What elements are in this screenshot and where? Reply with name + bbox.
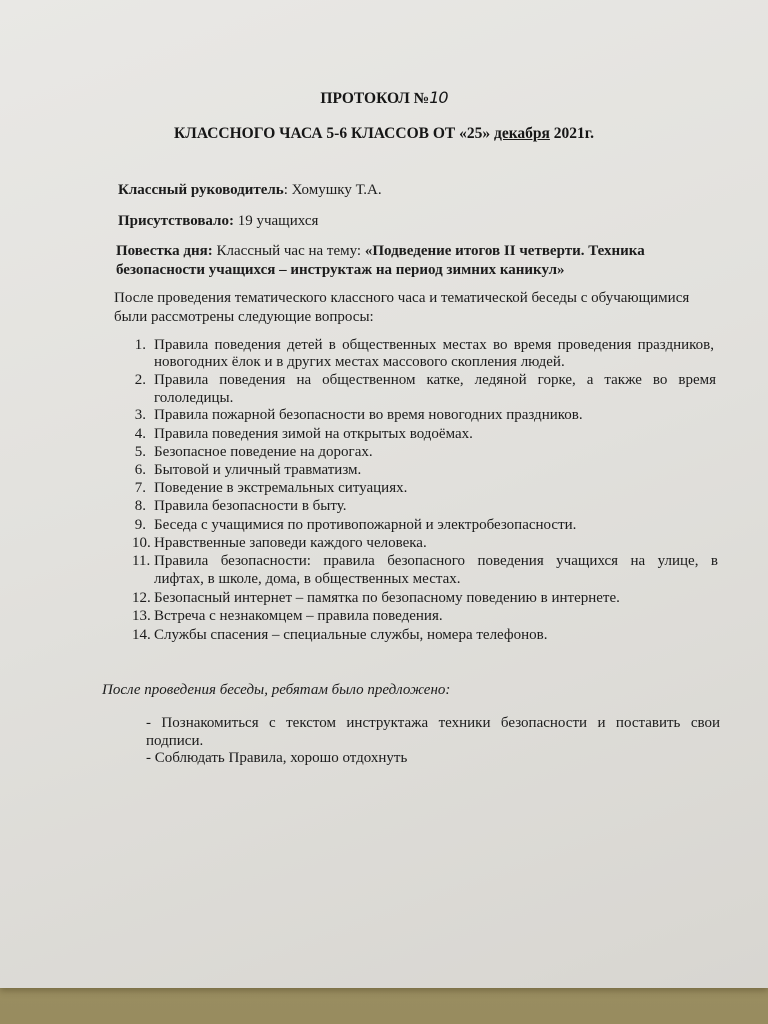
subtitle-prefix: КЛАССНОГО ЧАСА 5-6 КЛАССОВ ОТ «25» xyxy=(174,125,494,142)
list-item-number: 12. xyxy=(132,590,151,606)
title-prefix: ПРОТОКОЛ № xyxy=(320,90,430,107)
list-item-number: 2. xyxy=(134,372,146,388)
subtitle-month: декабря xyxy=(493,125,550,142)
agenda-topic-line1: «Подведение итогов II четверти. Техника xyxy=(364,243,645,259)
intro-line2: были рассмотрены следующие вопросы: xyxy=(114,309,374,325)
list-item: Бытовой и уличный травматизм. xyxy=(154,462,362,478)
agenda-label: Повестка дня: xyxy=(116,243,213,259)
agenda-value: Классный час на тему: xyxy=(212,243,365,259)
list-item: Правила пожарной безопасности во время новогодних праздников. xyxy=(154,407,583,423)
handwritten-protocol-number: 10 xyxy=(429,88,448,107)
list-item: Безопасное поведение на дорогах. xyxy=(154,444,373,460)
agenda-line xyxy=(116,243,645,260)
list-item-number: 13. xyxy=(132,608,151,624)
list-item: Безопасный интернет – памятка по безопасному поведению в интернете. xyxy=(154,590,620,606)
teacher-label: Классный руководитель xyxy=(118,182,284,198)
list-item-number: 7. xyxy=(134,480,146,496)
list-item-number: 4. xyxy=(134,426,146,442)
list-item-number: 11. xyxy=(132,553,151,569)
agenda-topic-text: безопасности учащихся – инструктаж на период зимних каникул» xyxy=(116,262,565,278)
list-item: Поведение в экстремальных ситуациях. xyxy=(154,480,408,496)
conclusion-point2: - Соблюдать Правила, хорошо отдохнуть xyxy=(146,750,408,766)
document-title xyxy=(0,88,768,108)
list-item: Беседа с учащимися по противопожарной и электробезопасности. xyxy=(154,517,577,533)
list-item-number: 9. xyxy=(134,517,146,533)
list-item-number: 3. xyxy=(134,407,146,423)
attended-line xyxy=(118,213,318,230)
list-item: Встреча с незнакомцем – правила поведения. xyxy=(154,608,443,624)
list-item: Правила безопасности: правила безопасного поведения учащихся на улице, в xyxy=(154,553,718,569)
list-item: Службы спасения – специальные службы, номера телефонов. xyxy=(154,627,548,643)
list-item-number: 6. xyxy=(134,462,146,478)
list-item-number: 5. xyxy=(134,444,146,460)
list-item-number: 1. xyxy=(134,337,146,353)
list-item: Нравственные заповеди каждого человека. xyxy=(154,535,427,551)
teacher-line xyxy=(118,182,382,199)
attended-label: Присутствовало: xyxy=(118,213,234,229)
list-item: новогодних ёлок и в других местах массового скопления людей. xyxy=(154,354,565,370)
list-item: Правила поведения зимой на открытых водоёмах. xyxy=(154,426,473,442)
list-item-number: 8. xyxy=(134,498,146,514)
conclusion-heading: После проведения беседы, ребятам было предложено: xyxy=(102,682,451,698)
subtitle-year: 2021г. xyxy=(549,125,594,142)
conclusion-point1-line1: - Познакомиться с текстом инструктажа техники безопасности и поставить свои xyxy=(146,715,720,731)
list-item-number: 14. xyxy=(132,627,151,643)
list-item: гололедицы. xyxy=(154,390,234,406)
attended-value: 19 учащихся xyxy=(233,213,319,229)
list-item: Правила поведения детей в общественных местах во время проведения праздников, xyxy=(154,337,714,353)
list-item: Правила поведения на общественном катке, ледяной горке, а также во время xyxy=(154,372,716,388)
teacher-value: : Хомушку Т.А. xyxy=(283,182,382,198)
list-item: Правила безопасности в быту. xyxy=(154,498,347,514)
list-item-number: 10. xyxy=(132,535,151,551)
list-item: лифтах, в школе, дома, в общественных местах. xyxy=(154,571,461,587)
intro-line1: После проведения тематического классного часа и тематической беседы с обучающимися xyxy=(114,290,690,306)
agenda-topic-line2 xyxy=(116,262,565,279)
document-subtitle xyxy=(0,125,768,143)
conclusion-point1-line2: подписи. xyxy=(146,733,204,749)
